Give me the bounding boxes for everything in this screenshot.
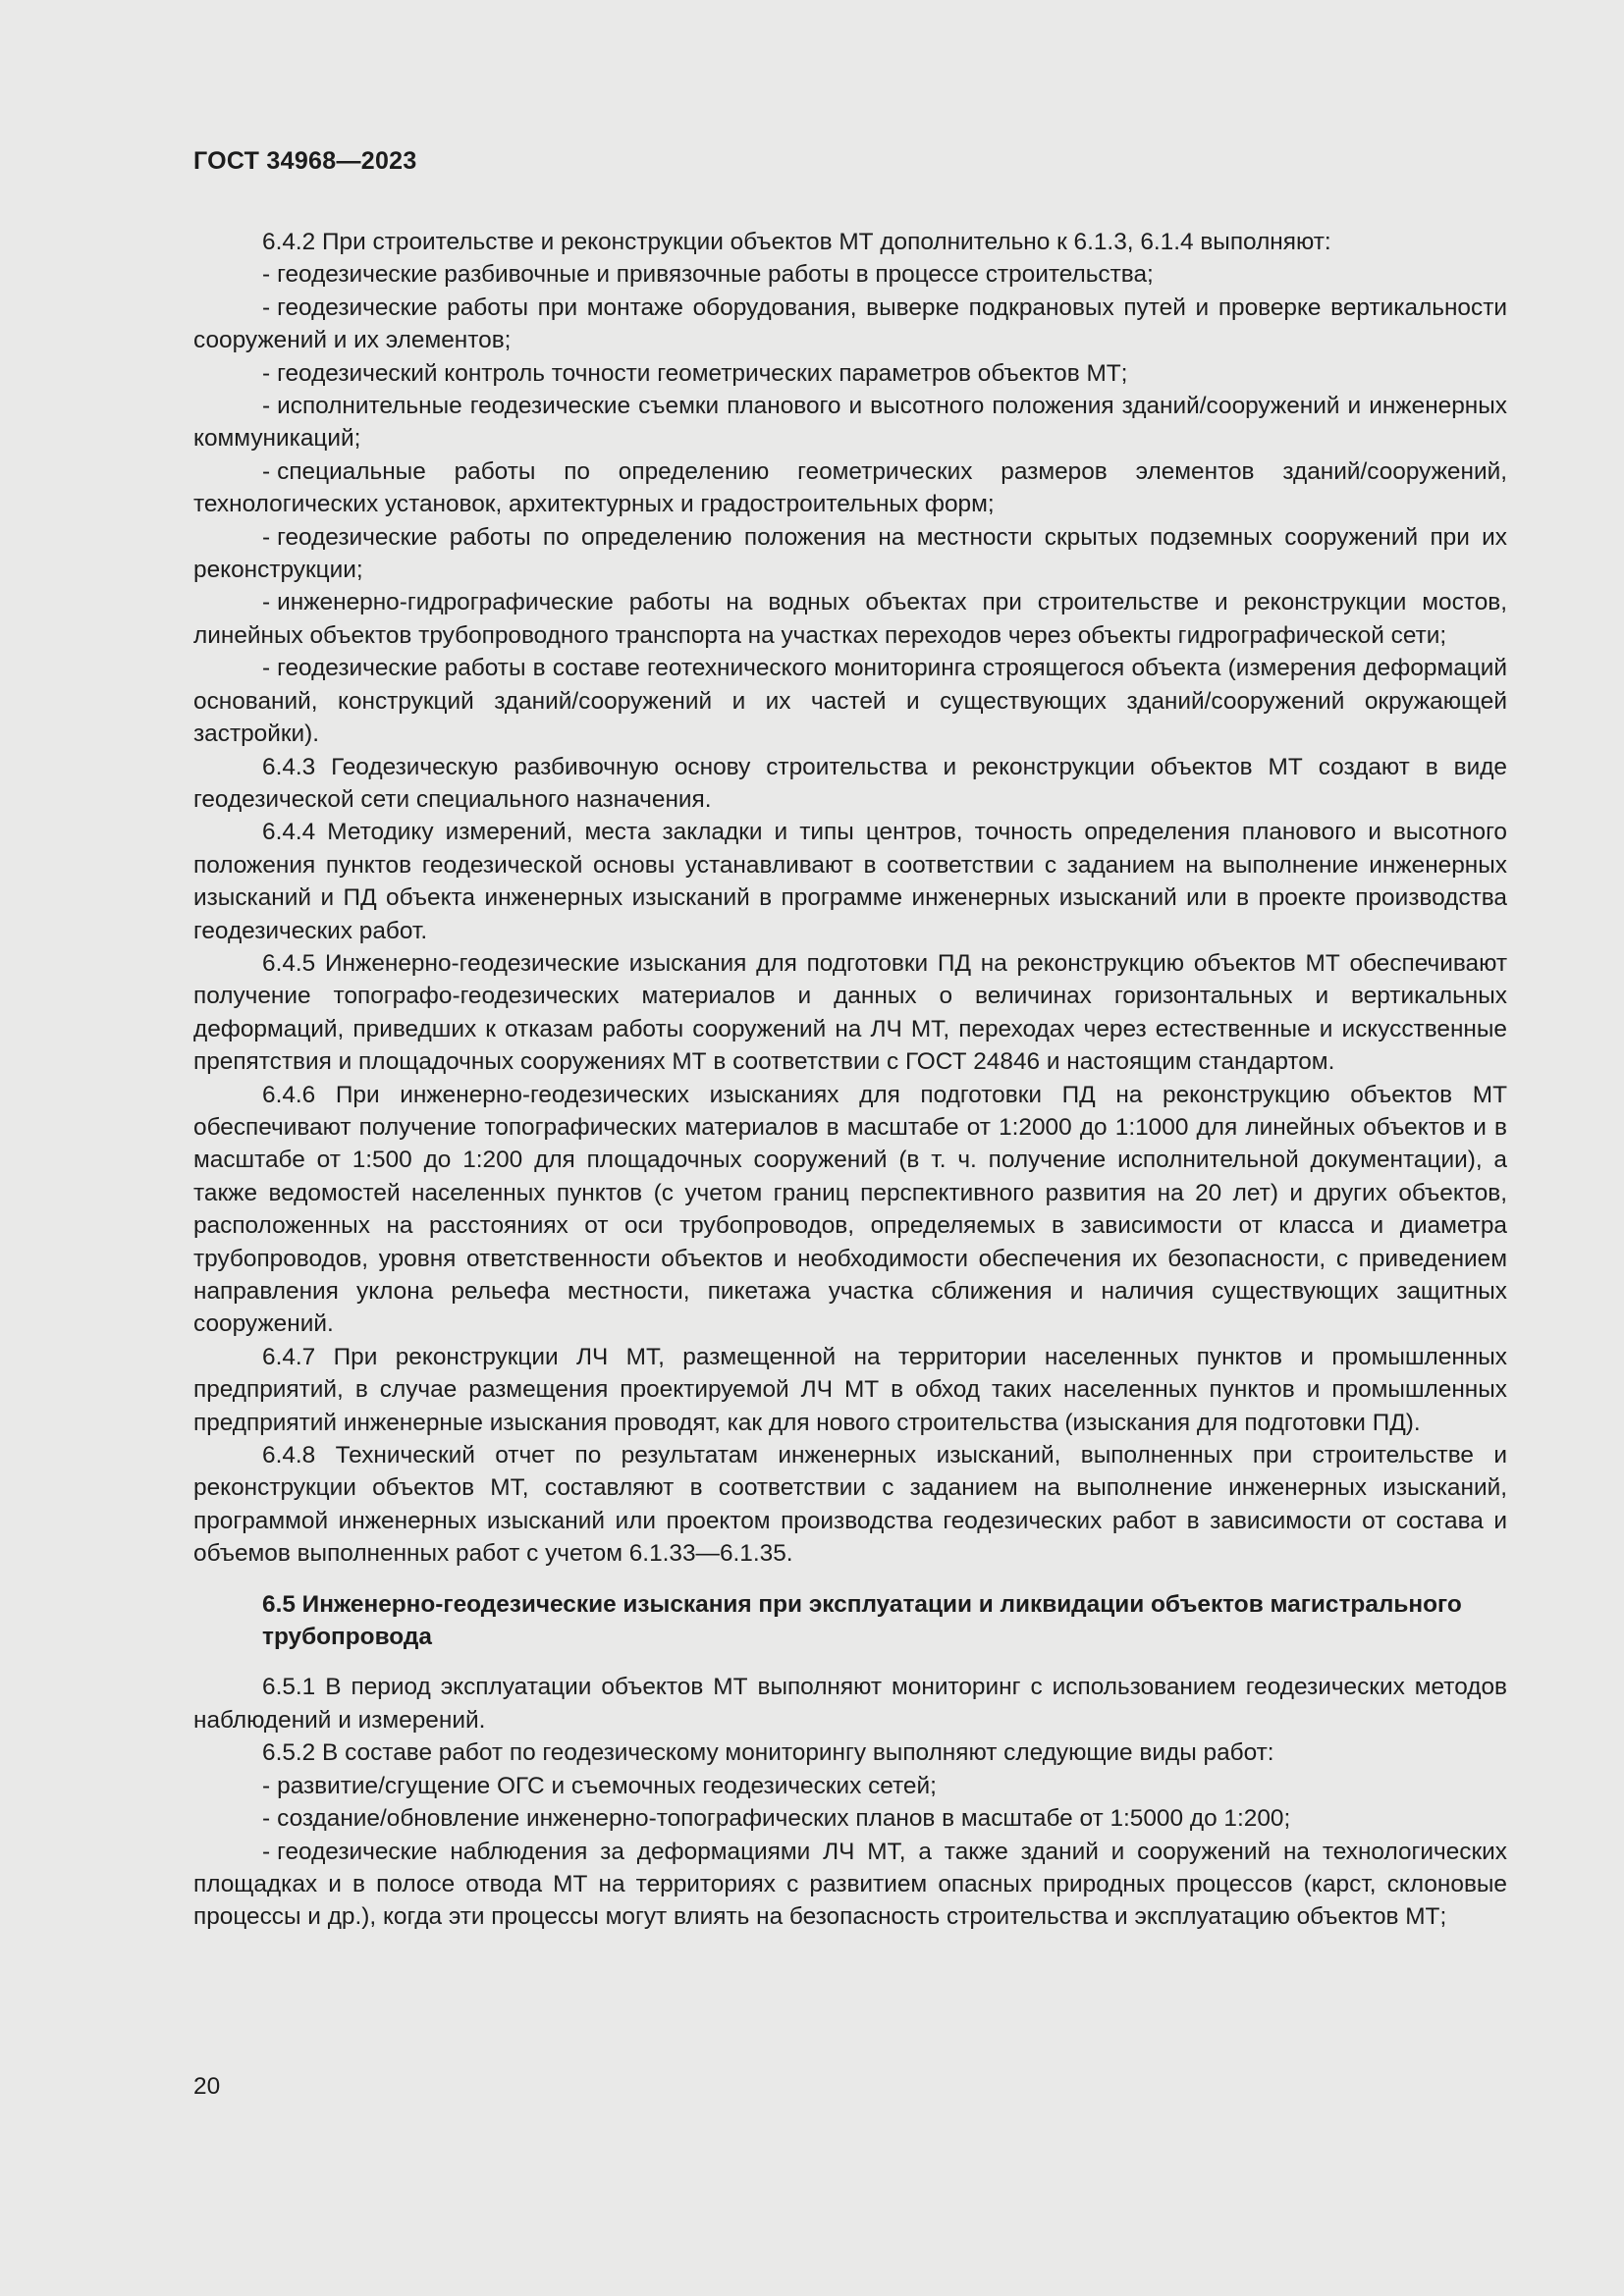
list-item-text: геодезические наблюдения за деформациями ЛЧ МТ, а также зданий и сооружений на технологических площадках и в полосе отвода МТ на территориях с развитием опасных природных процессов (карст, склоновые процессы и др.), когда эти процессы могут влиять на безопасность строительства и эксплуатацию объектов МТ;: [193, 1838, 1507, 1931]
list-dash: -: [262, 294, 271, 321]
section-6-5-heading: 6.5 Инженерно-геодезические изыскания при эксплуатации и ликвидации объектов магистрального трубопровода: [262, 1590, 1462, 1651]
list-item-text: специальные работы по определению геометрических размеров элементов зданий/сооружений, технологических установок, архитектурных и градостроительных форм;: [193, 457, 1507, 518]
list-item: [193, 1770, 1507, 1802]
paragraph-6-4-3: 6.4.3 Геодезическую разбивочную основу строительства и реконструкции объектов МТ создают в виде геодезической сети специального назначения.: [193, 753, 1507, 813]
list-item: [193, 455, 1507, 521]
paragraph-6-4-6: 6.4.6 При инженерно-геодезических изысканиях для подготовки ПД на реконструкцию объектов МТ обеспечивают получение топографических материалов в масштабе от 1:2000 до 1:1000 для линейных объектов и в масштабе от 1:500 до 1:200 для площадочных сооружений (в т. ч. получение исполнительной документации), а также ведомостей населенных пунктов (с учетом границ перспективного развития на 20 лет) и других объектов, расположенных на расстояниях от оси трубопроводов, определяемых в зависимости от класса и диаметра трубопроводов, уровня ответственности объектов и необходимости обеспечения их безопасности, с приведением направления уклона рельефа местности, пикетажа участка сближения и наличия существующих защитных сооружений.: [193, 1081, 1507, 1338]
list-dash: -: [262, 655, 271, 682]
list-dash: -: [262, 523, 271, 551]
list-dash: -: [262, 1838, 271, 1865]
list-item: [193, 1802, 1507, 1835]
page-number: 20: [193, 2073, 221, 2100]
paragraph-6-4-5: 6.4.5 Инженерно-геодезические изыскания для подготовки ПД на реконструкцию объектов МТ обеспечивают получение топографо-геодезических материалов и данных о величинах горизонтальных и вертикальных деформаций, приведших к отказам работы сооружений на ЛЧ МТ, переходах через естественные и искусственные препятствия и площадочных сооружениях МТ в соответствии с ГОСТ 24846 и настоящим стандартом.: [193, 949, 1507, 1076]
list-dash: -: [262, 589, 271, 616]
list-dash: -: [262, 457, 271, 485]
paragraph-6-5-1: 6.5.1 В период эксплуатации объектов МТ выполняют мониторинг с использованием геодезических методов наблюдений и измерений.: [193, 1674, 1507, 1734]
document-code-header: ГОСТ 34968—2023: [193, 147, 417, 175]
list-item-text: геодезические работы в составе геотехнического мониторинга строящегося объекта (измерения деформаций оснований, конструкций зданий/сооружений и их частей и существующих зданий/сооружений окружающей застройки).: [193, 655, 1507, 748]
list-item: [193, 652, 1507, 750]
list-dash: -: [262, 393, 271, 420]
list-item: [193, 292, 1507, 357]
document-body: [193, 226, 1507, 1934]
paragraph-6-5-2: 6.5.2 В составе работ по геодезическому мониторингу выполняют следующие виды работ:: [262, 1739, 1274, 1767]
paragraph-6-4-8: 6.4.8 Технический отчет по результатам инженерных изысканий, выполненных при строительстве и реконструкции объектов МТ, составляют в соответствии с заданием на выполнение инженерных изысканий, программой инженерных изысканий или проектом производства геодезических работ в зависимости от состава и объемов выполненных работ с учетом 6.1.33—6.1.35.: [193, 1442, 1507, 1568]
list-dash: -: [262, 261, 271, 289]
list-item: [193, 258, 1507, 291]
list-item-text: инженерно-гидрографические работы на водных объектах при строительстве и реконструкции мостов, линейных объектов трубопроводного транспорта на участках переходов через объекты гидрографической сети;: [193, 589, 1507, 649]
list-item-text: создание/обновление инженерно-топографических планов в масштабе от 1:5000 до 1:200;: [277, 1805, 1291, 1833]
list-item: [193, 357, 1507, 390]
list-item-text: геодезические разбивочные и привязочные работы в процессе строительства;: [277, 261, 1154, 289]
paragraph-6-4-4: 6.4.4 Методику измерений, места закладки и типы центров, точность определения планового и высотного положения пунктов геодезической основы устанавливают в соответствии с заданием на выполнение инженерных изысканий и ПД объекта инженерных изысканий в программе инженерных изысканий или в проекте производства геодезических работ.: [193, 819, 1507, 944]
list-item: [193, 521, 1507, 587]
list-dash: -: [262, 1772, 271, 1799]
list-dash: -: [262, 1805, 271, 1833]
list-item-text: геодезические работы по определению положения на местности скрытых подземных сооружений при их реконструкции;: [193, 523, 1507, 584]
paragraph-6-4-2: 6.4.2 При строительстве и реконструкции объектов МТ дополнительно к 6.1.3, 6.1.4 выполняют:: [262, 229, 1331, 255]
list-item-text: развитие/сгущение ОГС и съемочных геодезических сетей;: [277, 1772, 937, 1799]
list-item: [193, 1836, 1507, 1934]
list-dash: -: [262, 359, 271, 387]
list-item-text: геодезические работы при монтаже оборудования, выверке подкрановых путей и проверке вертикальности сооружений и их элементов;: [193, 294, 1507, 354]
list-item-text: исполнительные геодезические съемки планового и высотного положения зданий/сооружений и инженерных коммуникаций;: [193, 393, 1507, 453]
list-item: [193, 586, 1507, 652]
list-item: [193, 390, 1507, 455]
paragraph-6-4-7: 6.4.7 При реконструкции ЛЧ МТ, размещенной на территории населенных пунктов и промышленных предприятий, в случае размещения проектируемой ЛЧ МТ в обход таких населенных пунктов и промышленных предприятий инженерные изыскания проводят, как для нового строительства (изыскания для подготовки ПД).: [193, 1343, 1507, 1436]
list-item-text: геодезический контроль точности геометрических параметров объектов МТ;: [277, 359, 1128, 387]
